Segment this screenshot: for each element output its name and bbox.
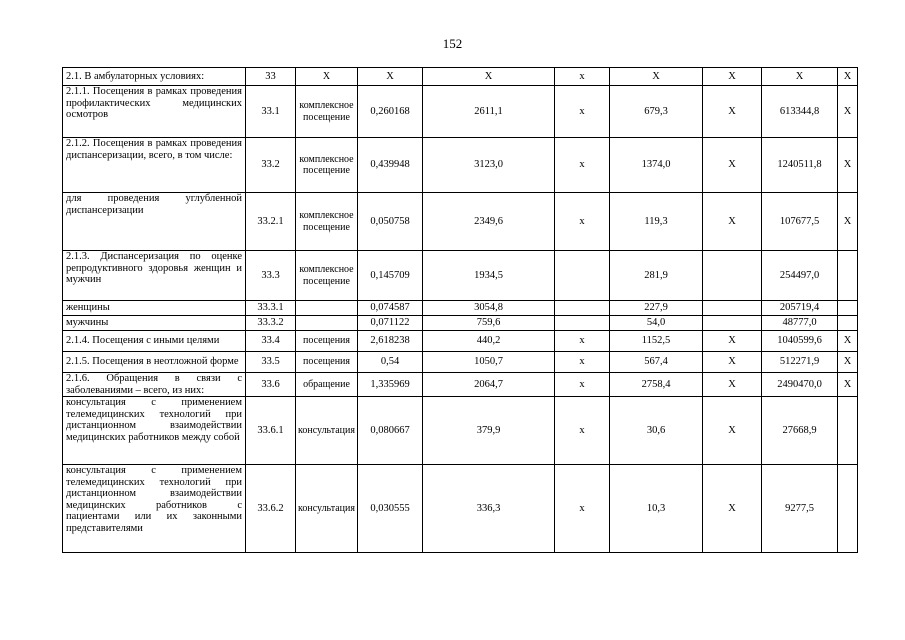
row-name-cell: консультация с применением телемедицинских технологий при дистанционном взаимодействии медицинских работников между собой [63, 397, 246, 465]
cell-c2: X [423, 68, 555, 86]
cell-c1: 2,618238 [358, 331, 423, 352]
cell-c2: 440,2 [423, 331, 555, 352]
cell-c6: 9277,5 [762, 465, 838, 553]
cell-c7: X [838, 138, 858, 193]
table-row [63, 352, 858, 373]
cell-c2: 336,3 [423, 465, 555, 553]
cell-c5: X [703, 352, 762, 373]
cell-c5: X [703, 68, 762, 86]
cell-unit: комплексное посещение [296, 193, 358, 251]
cell-c7: X [838, 331, 858, 352]
cell-c2: 379,9 [423, 397, 555, 465]
cell-unit: консультация [296, 397, 358, 465]
cell-num: 33.2 [246, 138, 296, 193]
cell-c6: 254497,0 [762, 251, 838, 301]
cell-c6: 1040599,6 [762, 331, 838, 352]
cell-c7: X [838, 86, 858, 138]
cell-c5 [703, 251, 762, 301]
table-row [63, 68, 858, 86]
cell-num: 33 [246, 68, 296, 86]
cell-c1: 0,54 [358, 352, 423, 373]
cell-c1: 0,145709 [358, 251, 423, 301]
cell-c5 [703, 316, 762, 331]
cell-c2: 1050,7 [423, 352, 555, 373]
cell-c5: X [703, 86, 762, 138]
cell-c3: x [555, 138, 610, 193]
cell-c1: 0,071122 [358, 316, 423, 331]
cell-num: 33.2.1 [246, 193, 296, 251]
cell-c6: 613344,8 [762, 86, 838, 138]
cell-unit [296, 301, 358, 316]
cell-c3 [555, 251, 610, 301]
table-row [63, 316, 858, 331]
cell-c3 [555, 301, 610, 316]
row-name-cell: 2.1.6. Обращения в связи с заболеваниями – всего, из них: [63, 373, 246, 397]
cell-c6: 512271,9 [762, 352, 838, 373]
cell-c7: X [838, 68, 858, 86]
cell-unit: обращение [296, 373, 358, 397]
cell-c5 [703, 301, 762, 316]
cell-c3: x [555, 352, 610, 373]
cell-c6: 48777,0 [762, 316, 838, 331]
cell-unit: посещения [296, 331, 358, 352]
cell-c5: X [703, 193, 762, 251]
cell-c3 [555, 316, 610, 331]
table-row [63, 397, 858, 465]
cell-c4: X [610, 68, 703, 86]
cell-c1: 0,260168 [358, 86, 423, 138]
cell-c4: 1374,0 [610, 138, 703, 193]
cell-c7 [838, 465, 858, 553]
cell-c4: 30,6 [610, 397, 703, 465]
cell-num: 33.3.2 [246, 316, 296, 331]
cell-c4: 1152,5 [610, 331, 703, 352]
cell-num: 33.6.1 [246, 397, 296, 465]
cell-c2: 1934,5 [423, 251, 555, 301]
cell-c2: 2611,1 [423, 86, 555, 138]
cell-c6: 27668,9 [762, 397, 838, 465]
tariff-table [62, 67, 858, 553]
row-name-cell: женщины [63, 301, 246, 316]
cell-c4: 119,3 [610, 193, 703, 251]
row-name-cell: 2.1. В амбулаторных условиях: [63, 68, 246, 86]
cell-c7: X [838, 373, 858, 397]
cell-c4: 227,9 [610, 301, 703, 316]
cell-c5: X [703, 397, 762, 465]
table-row [63, 251, 858, 301]
table-row [63, 138, 858, 193]
table-row [63, 86, 858, 138]
table-row [63, 331, 858, 352]
cell-c2: 3054,8 [423, 301, 555, 316]
row-name-cell: 2.1.2. Посещения в рамках проведения диспансеризации, всего, в том числе: [63, 138, 246, 193]
cell-c4: 10,3 [610, 465, 703, 553]
cell-c1: X [358, 68, 423, 86]
cell-num: 33.6.2 [246, 465, 296, 553]
cell-c4: 679,3 [610, 86, 703, 138]
cell-c7 [838, 316, 858, 331]
cell-c7 [838, 397, 858, 465]
cell-c3: x [555, 193, 610, 251]
cell-c3: x [555, 331, 610, 352]
cell-c4: 2758,4 [610, 373, 703, 397]
cell-c7: X [838, 352, 858, 373]
cell-c4: 281,9 [610, 251, 703, 301]
cell-c1: 1,335969 [358, 373, 423, 397]
cell-c6: 2490470,0 [762, 373, 838, 397]
cell-c6: 1240511,8 [762, 138, 838, 193]
cell-c3: x [555, 397, 610, 465]
row-name-cell: 2.1.5. Посещения в неотложной форме [63, 352, 246, 373]
page-number: 152 [442, 36, 463, 51]
cell-c1: 0,074587 [358, 301, 423, 316]
row-name-cell: 2.1.3. Диспансеризация по оценке репродуктивного здоровья женщин и мужчин [63, 251, 246, 301]
cell-num: 33.1 [246, 86, 296, 138]
cell-c3: x [555, 465, 610, 553]
cell-unit: комплексное посещение [296, 138, 358, 193]
cell-unit: комплексное посещение [296, 251, 358, 301]
cell-c1: 0,080667 [358, 397, 423, 465]
row-name-cell: консультация с применением телемедицинских технологий при дистанционном взаимодействии медицинских работников с пациентами или их законными представителями [63, 465, 246, 553]
row-name-cell: мужчины [63, 316, 246, 331]
cell-c5: X [703, 373, 762, 397]
cell-c5: X [703, 331, 762, 352]
cell-unit [296, 316, 358, 331]
cell-c1: 0,439948 [358, 138, 423, 193]
cell-c7: X [838, 193, 858, 251]
cell-num: 33.6 [246, 373, 296, 397]
cell-c2: 2064,7 [423, 373, 555, 397]
table-row [63, 193, 858, 251]
cell-c4: 567,4 [610, 352, 703, 373]
cell-num: 33.4 [246, 331, 296, 352]
cell-c6: 205719,4 [762, 301, 838, 316]
cell-c2: 3123,0 [423, 138, 555, 193]
cell-c4: 54,0 [610, 316, 703, 331]
cell-unit: комплексное посещение [296, 86, 358, 138]
cell-num: 33.5 [246, 352, 296, 373]
cell-c2: 759,6 [423, 316, 555, 331]
cell-num: 33.3 [246, 251, 296, 301]
table-row [63, 373, 858, 397]
table-row [63, 301, 858, 316]
cell-c3: x [555, 86, 610, 138]
cell-unit: посещения [296, 352, 358, 373]
cell-unit: консультация [296, 465, 358, 553]
cell-c3: x [555, 68, 610, 86]
cell-num: 33.3.1 [246, 301, 296, 316]
cell-c6: 107677,5 [762, 193, 838, 251]
cell-c5: X [703, 465, 762, 553]
cell-c6: X [762, 68, 838, 86]
cell-c7 [838, 251, 858, 301]
cell-c2: 2349,6 [423, 193, 555, 251]
cell-c7 [838, 301, 858, 316]
row-name-cell: для проведения углубленной диспансеризации [63, 193, 246, 251]
row-name-cell: 2.1.1. Посещения в рамках проведения профилактических медицинских осмотров [63, 86, 246, 138]
cell-c5: X [703, 138, 762, 193]
table-row [63, 465, 858, 553]
cell-c3: x [555, 373, 610, 397]
row-name-cell: 2.1.4. Посещения с иными целями [63, 331, 246, 352]
cell-c1: 0,030555 [358, 465, 423, 553]
cell-unit: X [296, 68, 358, 86]
cell-c1: 0,050758 [358, 193, 423, 251]
